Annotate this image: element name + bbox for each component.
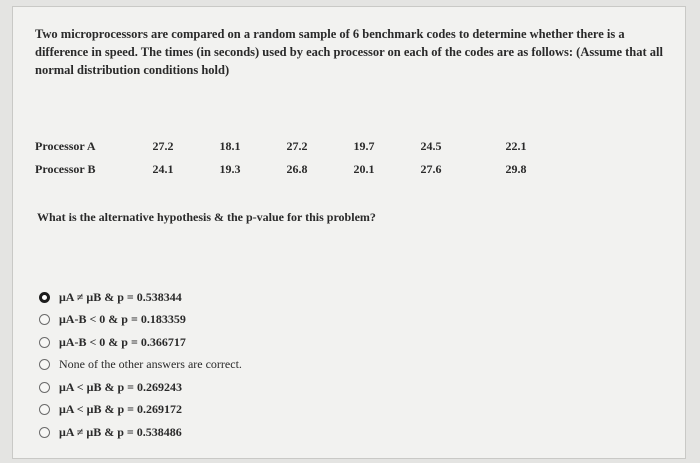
answer-option-label: μA < μB & p = 0.269243 [59, 379, 182, 394]
answer-option-2[interactable] [39, 309, 242, 332]
cell-b-3: 26.8 [286, 162, 308, 176]
radio-icon[interactable] [39, 382, 50, 393]
cell-a-6: 22.1 [505, 139, 527, 153]
answer-options [39, 286, 242, 444]
cell-b-1: 24.1 [152, 162, 174, 176]
answer-option-label: μA ≠ μB & p = 0.538486 [59, 424, 182, 439]
answer-option-label: μA ≠ μB & p = 0.538344 [59, 289, 182, 304]
answer-option-4[interactable] [39, 354, 242, 377]
cell-b-4: 20.1 [353, 162, 375, 176]
cell-b-6: 29.8 [505, 162, 527, 176]
radio-icon[interactable] [39, 359, 50, 370]
radio-selected-icon[interactable] [39, 292, 50, 303]
cell-a-5: 24.5 [420, 139, 442, 153]
answer-option-1[interactable] [39, 286, 242, 309]
question-text: Two microprocessors are compared on a random sample of 6 benchmark codes to determine whether there is a difference in speed. The times (in seconds) used by each processor on each of the codes are as follows: (Assume that all normal distribution conditions hold) [35, 27, 663, 77]
row-label-processor-b: Processor B [35, 162, 96, 176]
question-card [12, 6, 686, 459]
answer-option-7[interactable] [39, 421, 242, 444]
cell-a-3: 27.2 [286, 139, 308, 153]
answer-option-6[interactable] [39, 399, 242, 422]
radio-icon[interactable] [39, 427, 50, 438]
answer-option-label: None of the other answers are correct. [59, 357, 242, 372]
cell-a-1: 27.2 [152, 139, 174, 153]
question-prompt: What is the alternative hypothesis & the p-value for this problem? [37, 210, 376, 224]
radio-icon[interactable] [39, 404, 50, 415]
row-label-processor-a: Processor A [35, 139, 96, 153]
answer-option-label: μA < μB & p = 0.269172 [59, 402, 182, 417]
answer-option-3[interactable] [39, 331, 242, 354]
cell-b-5: 27.6 [420, 162, 442, 176]
cell-b-2: 19.3 [219, 162, 241, 176]
answer-option-5[interactable] [39, 376, 242, 399]
radio-icon[interactable] [39, 337, 50, 348]
radio-icon[interactable] [39, 314, 50, 325]
answer-option-label: μA-B < 0 & p = 0.183359 [59, 312, 186, 327]
cell-a-4: 19.7 [353, 139, 375, 153]
cell-a-2: 18.1 [219, 139, 241, 153]
answer-option-label: μA-B < 0 & p = 0.366717 [59, 334, 186, 349]
